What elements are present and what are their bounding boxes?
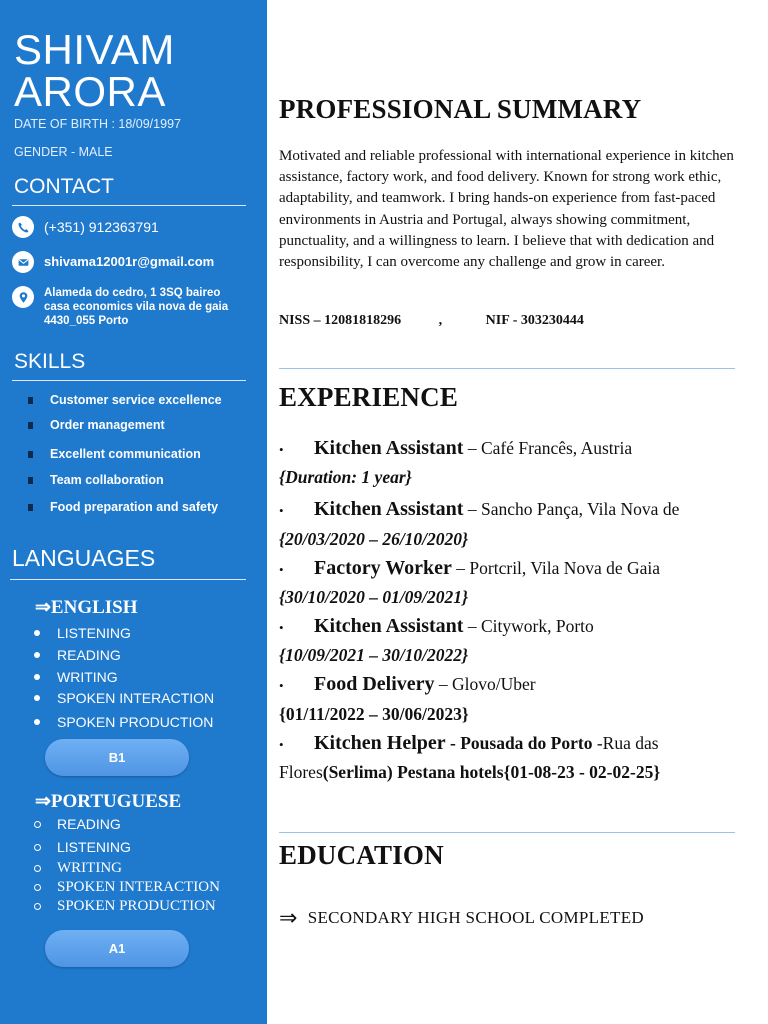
portuguese-skill-item [34,898,216,915]
portuguese-skill-label: SPOKEN INTERACTION [57,879,220,895]
experience-role: Factory Worker [314,557,452,579]
skill-item [28,500,218,514]
bullet-icon [34,674,40,680]
id-numbers [279,313,584,329]
square-bullet-icon [28,504,33,511]
portuguese-skill-item [34,816,121,832]
english-level-badge: B1 [45,739,189,776]
arrow-right-icon: ⇒ [35,791,51,812]
summary-text: Motivated and reliable professional with international experience in kitchen assistance, factory work, and food delivery. Known for strong work ethic, adaptability, and teamwork. I bring hands-on experience from fast-paced environments in Austria and Portugal, always showing commitment, punctuality, and a willingness to learn. I believe that with dedication and responsibility, I can overcome any challenge and grow in career. [279,148,734,271]
experience-item [279,437,632,460]
gender: GENDER - MALE [14,145,113,159]
nif-number: NIF - 303230444 [485,313,584,328]
skill-label: Order management [50,418,165,432]
hollow-bullet-icon [34,903,41,910]
experience-place: – Portcril, Vila Nova de Gaia [451,558,661,578]
square-bullet-icon [28,397,33,404]
skill-item [28,393,222,407]
skill-label: Food preparation and safety [50,500,219,514]
first-name: SHIVAM [14,26,175,73]
address-line-1: Alameda do cedro, 1 3SQ baireo [44,287,221,299]
square-bullet-icon [28,477,33,484]
education-title: EDUCATION [279,840,444,870]
square-bullet-icon [28,422,33,429]
bullet-icon: • [279,619,284,635]
portuguese-skill-label: LISTENING [57,839,131,855]
experience-role: Kitchen Helper [314,732,446,754]
bullet-icon: • [279,677,284,693]
experience-duration: {Duration: 1 year} [279,467,412,487]
date-of-birth: DATE OF BIRTH : 18/09/1997 [14,117,181,131]
experience-item [279,732,659,755]
portuguese-skill-label: READING [57,816,121,832]
experience-place: – Café Francês, Austria [463,438,633,458]
contact-address-row [12,286,228,328]
contact-email-row [12,251,214,273]
summary-divider [279,368,735,369]
phone-number[interactable]: (+351) 912363791 [44,219,159,235]
experience-item [279,673,536,696]
experience-place-line2: Flores [279,762,323,782]
languages-title: LANGUAGES [12,545,156,571]
hollow-bullet-icon [34,844,41,851]
experience-title: EXPERIENCE [279,382,459,412]
skill-label: Customer service excellence [50,393,222,407]
english-heading [35,596,138,619]
education-label: SECONDARY HIGH SCHOOL COMPLETED [307,908,644,927]
experience-divider [279,832,735,833]
summary-title: PROFESSIONAL SUMMARY [279,94,642,124]
english-label: ENGLISH [50,597,138,618]
hollow-bullet-icon [34,821,41,828]
skills-divider [12,380,246,381]
english-skill-item [34,690,214,706]
experience-role: Food Delivery [314,673,435,695]
english-skill-item [34,625,131,641]
english-skill-item [34,714,213,730]
languages-divider [10,579,246,580]
bullet-icon [34,719,40,725]
arrow-right-icon: ⇒ [279,905,298,930]
experience-duration: {10/09/2021 – 30/10/2022} [279,645,469,665]
portuguese-skill-item [34,860,122,877]
experience-duration: {01/11/2022 – 30/06/2023} [279,704,469,724]
experience-role: Kitchen Assistant [314,615,464,637]
bullet-icon: • [279,736,284,752]
skills-title: SKILLS [14,350,86,373]
id-separator: , [438,313,443,328]
contact-divider [12,205,246,206]
experience-place: - Pousada do Porto [445,733,593,753]
portuguese-skill-item [34,879,220,896]
experience-item-continued [279,762,660,783]
english-skill-item [34,669,118,685]
bullet-icon [34,652,40,658]
portuguese-skill-label: SPOKEN PRODUCTION [57,898,216,914]
address-line-3: 4430_055 Porto [44,315,129,327]
experience-item [279,498,679,521]
english-skill-item [34,647,121,663]
education-item [279,905,644,931]
phone-icon [12,216,34,238]
experience-item [279,615,594,638]
skill-item [28,418,165,432]
skill-item [28,447,201,461]
contact-title: CONTACT [14,175,114,198]
contact-phone-row [12,216,159,238]
experience-place-duration: (Serlima) Pestana hotels{01-08-23 - 02-02-25} [322,762,661,782]
niss-number: NISS – 12081818296 [279,313,402,328]
skill-label: Team collaboration [50,473,164,487]
experience-place-tail: -Rua das [592,733,659,753]
location-pin-icon [12,286,34,308]
experience-duration: {30/10/2020 – 01/09/2021} [279,587,469,607]
experience-duration: {20/03/2020 – 26/10/2020} [279,529,469,549]
bullet-icon: • [279,441,284,457]
hollow-bullet-icon [34,865,41,872]
experience-item [279,557,660,580]
portuguese-level-badge: A1 [45,930,189,967]
portuguese-skill-label: WRITING [57,860,122,876]
bullet-icon: • [279,561,284,577]
experience-place: – Glovo/Uber [434,674,536,694]
bullet-icon [34,695,40,701]
portuguese-heading [35,790,181,813]
bullet-icon: • [279,502,284,518]
sidebar [0,0,267,1024]
portuguese-skill-item [34,839,131,855]
english-skill-label: SPOKEN PRODUCTION [57,714,214,730]
skill-item [28,473,164,487]
envelope-icon [12,251,34,273]
experience-role: Kitchen Assistant [314,437,464,459]
address-line-2: casa economics vila nova de gaia [44,301,229,313]
skill-label: Excellent communication [50,447,201,461]
english-skill-label: SPOKEN INTERACTION [57,690,215,706]
english-skill-label: WRITING [57,669,118,685]
experience-place: – Citywork, Porto [463,616,594,636]
bullet-icon [34,630,40,636]
square-bullet-icon [28,451,33,458]
portuguese-label: PORTUGUESE [50,791,182,812]
english-skill-label: LISTENING [57,625,131,641]
arrow-right-icon: ⇒ [35,597,51,618]
english-skill-label: READING [57,647,121,663]
address [44,286,228,328]
hollow-bullet-icon [34,884,41,891]
experience-role: Kitchen Assistant [314,498,464,520]
last-name: ARORA [14,68,166,115]
experience-place: – Sancho Pança, Vila Nova de [463,499,680,519]
email-address[interactable]: shivama12001r@gmail.com [44,254,215,269]
